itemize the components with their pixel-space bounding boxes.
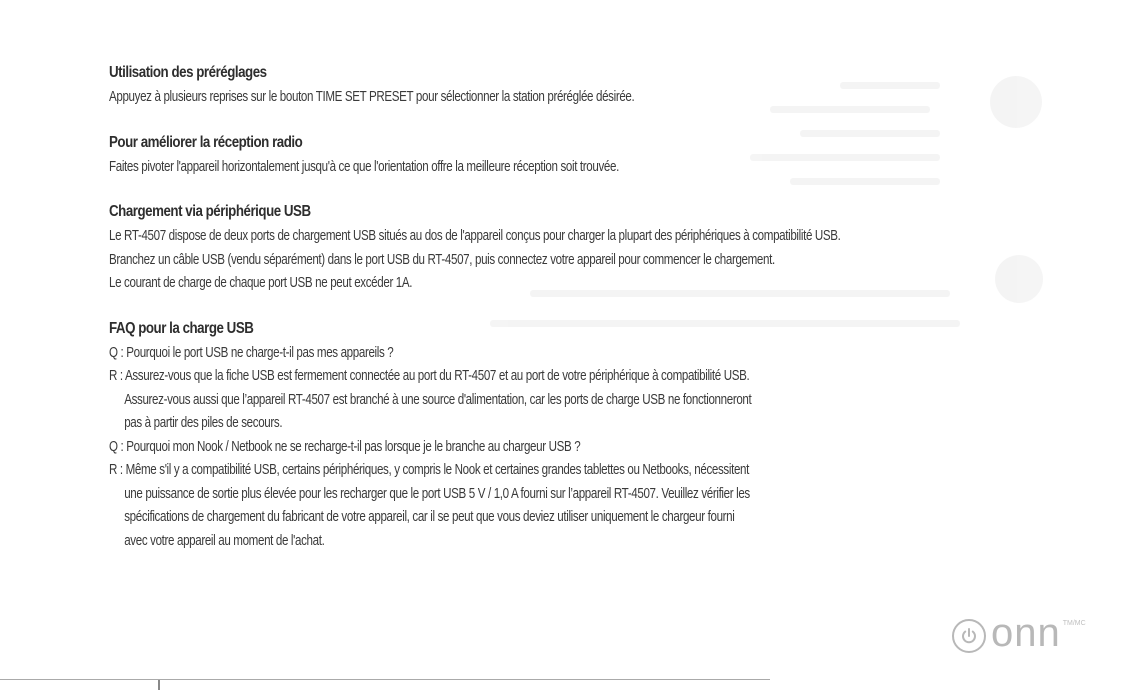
- paragraph-line: Le courant de charge de chaque port USB ne peut excéder 1A.: [109, 275, 413, 291]
- section-faq: [109, 318, 1099, 554]
- power-icon: [952, 619, 986, 653]
- paragraph-line: Branchez un câble USB (vendu séparément) dans le port USB du RT-4507, puis connectez votre appareil pour commencer le chargement.: [109, 251, 775, 268]
- section-heading: Chargement via périphérique USB: [109, 203, 311, 220]
- faq-line: Q : Pourquoi le port USB ne charge-t-il pas mes appareils ?: [109, 344, 394, 361]
- section-radio-reception: [109, 132, 1099, 180]
- faq-line: R : Assurez-vous que la fiche USB est fermement connectée au port du RT-4507 et au port de votre périphérique à compatibilité USB.: [109, 368, 750, 384]
- faq-question: [109, 436, 1099, 460]
- paragraph-line: Appuyez à plusieurs reprises sur le bouton TIME SET PRESET pour sélectionner la station préréglée désirée.: [109, 89, 635, 105]
- section-heading: Utilisation des préréglages: [109, 64, 267, 81]
- faq-line: avec votre appareil au moment de l'achat.: [124, 532, 325, 549]
- faq-heading: FAQ pour la charge USB: [109, 319, 254, 337]
- document-content: [109, 62, 1099, 575]
- brand-wordmark: onn: [991, 611, 1061, 655]
- section-heading: Pour améliorer la réception radio: [109, 133, 303, 151]
- footer-divider: [0, 679, 770, 680]
- brand-logo: [952, 611, 1086, 658]
- paragraph-line: Faites pivoter l'appareil horizontalement jusqu'à ce que l'orientation offre la meilleure réception soit trouvée.: [109, 158, 619, 175]
- footer-tick-mark: [158, 680, 160, 690]
- paragraph-line: Le RT-4507 dispose de deux ports de chargement USB situés au dos de l'appareil conçus pour charger la plupart des périphériques à compatibilité USB.: [109, 228, 841, 244]
- faq-line: pas à partir des piles de secours.: [124, 415, 283, 431]
- section-usb-charging: [109, 201, 1099, 296]
- section-presets: [109, 62, 1099, 110]
- faq-line: une puissance de sortie plus élevée pour les recharger que le port USB 5 V / 1,0 A fourni sur l’appareil RT-4507. Veuillez vérifier les: [124, 485, 750, 502]
- faq-line: Q : Pourquoi mon Nook / Netbook ne se recharge-t-il pas lorsque je le branche au chargeur USB ?: [109, 438, 581, 455]
- trademark-mark: TM/MC: [1062, 620, 1086, 627]
- faq-question: [109, 342, 1099, 366]
- faq-line: R : Même s'il y a compatibilité USB, certains périphériques, y compris le Nook et certaines grandes tablettes ou Netbooks, nécessitent: [109, 462, 749, 478]
- faq-answer: [109, 365, 1099, 436]
- faq-answer: [109, 459, 1099, 553]
- faq-line: spécifications de chargement du fabricant de votre appareil, car il se peut que vous deviez utiliser uniquement le chargeur fourni: [124, 509, 735, 525]
- faq-line: Assurez-vous aussi que l’appareil RT-4507 est branché à une source d'alimentation, car les ports de charge USB ne fonctionneront: [124, 391, 752, 408]
